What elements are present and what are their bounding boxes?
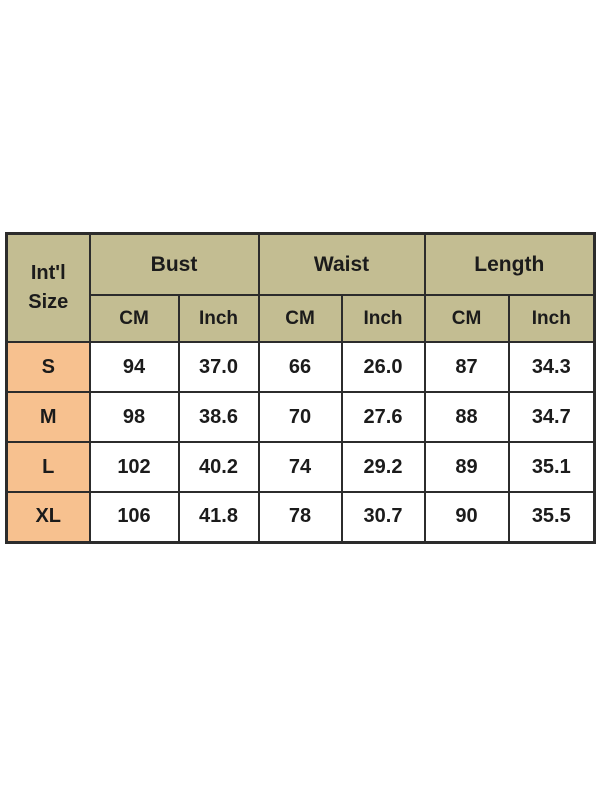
value-cell: 74	[259, 442, 342, 492]
length-inch-header: Inch	[509, 295, 595, 342]
bust-inch-header: Inch	[179, 295, 259, 342]
length-cm-header: CM	[425, 295, 509, 342]
value-cell: 29.2	[342, 442, 425, 492]
value-cell: 27.6	[342, 392, 425, 442]
value-cell: 34.7	[509, 392, 595, 442]
size-cell: M	[7, 392, 90, 442]
table-row-l	[7, 442, 595, 492]
value-cell: 38.6	[179, 392, 259, 442]
value-cell: 40.2	[179, 442, 259, 492]
intl-size-header	[7, 234, 90, 343]
waist-cm-header: CM	[259, 295, 342, 342]
value-cell: 70	[259, 392, 342, 442]
value-cell: 34.3	[509, 342, 595, 392]
bust-cm-header: CM	[90, 295, 179, 342]
value-cell: 89	[425, 442, 509, 492]
value-cell: 88	[425, 392, 509, 442]
value-cell: 37.0	[179, 342, 259, 392]
value-cell: 26.0	[342, 342, 425, 392]
waist-group-header: Waist	[259, 234, 425, 296]
waist-inch-header: Inch	[342, 295, 425, 342]
value-cell: 87	[425, 342, 509, 392]
size-cell: XL	[7, 492, 90, 542]
bust-group-header: Bust	[90, 234, 259, 296]
size-chart-table	[5, 232, 596, 544]
value-cell: 94	[90, 342, 179, 392]
value-cell: 106	[90, 492, 179, 542]
value-cell: 35.1	[509, 442, 595, 492]
table-row-m	[7, 392, 595, 442]
value-cell: 102	[90, 442, 179, 492]
value-cell: 35.5	[509, 492, 595, 542]
unit-header-row	[7, 295, 595, 342]
table-row-xl	[7, 492, 595, 542]
value-cell: 78	[259, 492, 342, 542]
group-header-row	[7, 234, 595, 296]
value-cell: 98	[90, 392, 179, 442]
intl-size-line2: Size	[28, 291, 69, 313]
size-cell: S	[7, 342, 90, 392]
length-group-header: Length	[425, 234, 595, 296]
table-row-s	[7, 342, 595, 392]
size-cell: L	[7, 442, 90, 492]
intl-size-line1: Int'l	[30, 262, 66, 284]
value-cell: 30.7	[342, 492, 425, 542]
value-cell: 41.8	[179, 492, 259, 542]
value-cell: 90	[425, 492, 509, 542]
value-cell: 66	[259, 342, 342, 392]
